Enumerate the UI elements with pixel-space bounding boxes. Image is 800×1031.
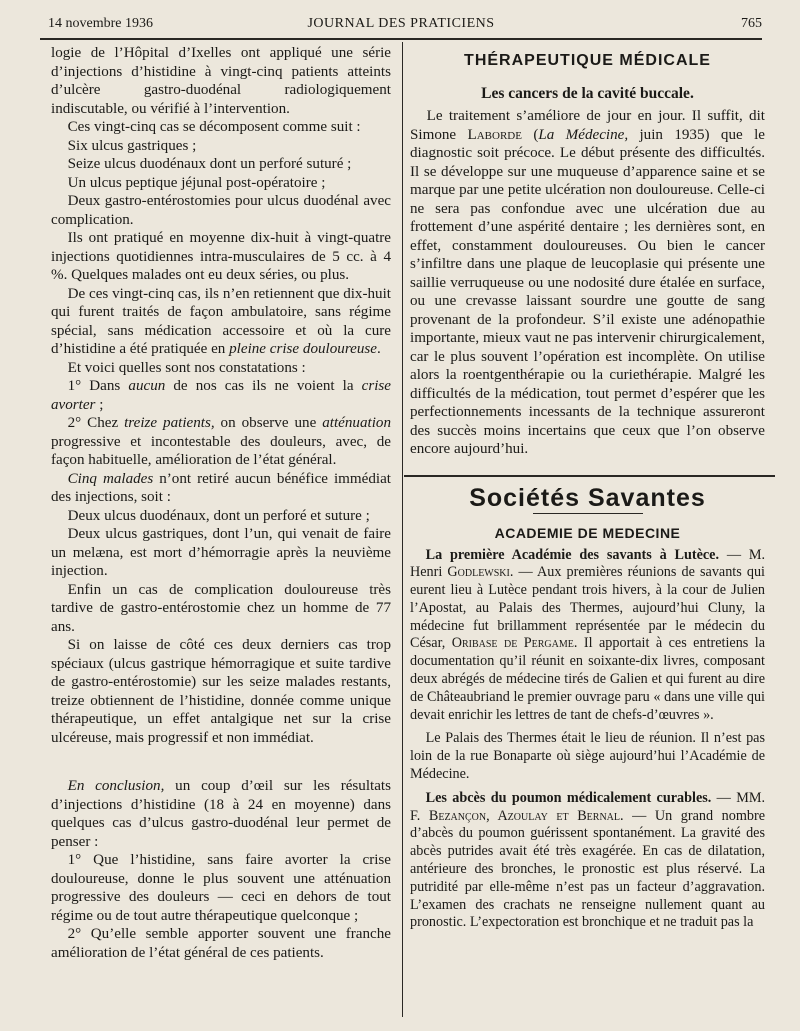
right-column xyxy=(410,44,765,932)
paragraph: Et voici quelles sont nos constatations : xyxy=(67,359,306,376)
header-rule xyxy=(40,38,762,40)
list-item: Deux ulcus gastriques, dont l’un, qui venait de faire un melæna, est mort d’hémorragie après la neuvième injection. xyxy=(51,526,391,579)
finding-2: 2° Chez treize patients, on observe une atténuation progressive et incontestable des douleurs, avec, de façon habituelle, amélioration de l’état général. xyxy=(51,415,391,468)
paragraph: Ils ont pratiqué en moyenne dix-huit à vingt-quatre injections quotidiennes intra-musculaires de 5 cc. à 4 %. Quelques malades ont eu deux séries, ou plus. xyxy=(51,230,391,283)
page-number: 765 xyxy=(741,16,762,31)
article-body: Le traitement s’améliore de jour en jour. Il suffit, dit Simone Laborde (La Médecine, juin 1935) que le diagnostic soit précoce. Le début présente des difficultés. Il se développe sur une muqueuse d’apparence saine et se marque par une petite ulcération non douloureuse. Celle-ci ne sera pas confondue avec une ulcération due au frottement d’une aspérité dentaire ; les dernières sont, en effet, constamment douloureuses. Ou bien le cancer s’infiltre dans une plaque de leucoplasie qui présente une saillie verruqueuse ou une nodosité dure étalée en surface, ou une crevasse laissant sourdre une goutte de sang provenant de la profondeur. S’il existe une adénopathie importante, mieux vaut ne pas intervenir chirurgicalement, car le plus souvent l’opération est incomplète. On utilise alors la roentgenthérapie ou la curiethérapie. Malgré les difficultés de la médication, tout permet d’espérer que les perfectionnements incessants de la technique assureront des succès moins incertains que ceux que l’on observe encore aujourd’hui. xyxy=(410,108,765,457)
conclusion-point-1: 1° Que l’histidine, sans faire avorter la crise douloureuse, donne le plus souvent une atténuation progressive des douleurs — ceci en dehors de tout régime ou de tout autre thérapeutique quelconque ; xyxy=(51,852,391,924)
conclusion: En conclusion, un coup d’œil sur les résultats d’injections d’histidine (18 à 24 en moyenne) dans quelques cas d’ulcus gastro-duodénal leur permet de penser : xyxy=(51,778,391,850)
journal-title: JOURNAL DES PRATICIENS xyxy=(307,16,495,31)
paragraph: De ces vingt-cinq cas, ils n’en retiennent que dix-huit qui furent traités de façon ambulatoire, sans régime spécial, sans médication accessoire et où la cure d’histidine a été pratiquée en pleine crise douloureuse. xyxy=(51,285,391,357)
article-title: Les cancers de la cavité buccale. xyxy=(481,84,694,102)
conclusion-point-2: 2° Qu’elle semble apporter souvent une franche amélioration de l’état général de ces patients. xyxy=(51,926,391,961)
paragraph: Si on laisse de côté ces deux derniers cas trop spéciaux (ulcus gastrique hémorragique et suite tardive de gastro-entérostomie) sur les seize malades restants, treize obtiennent de l’histidine, donnée comme unique thérapeutique, un effet antalgique net sur la crise ulcéreuse, mais progressif et non immédiat. xyxy=(51,637,391,746)
communications xyxy=(410,547,765,933)
page-header xyxy=(40,12,762,36)
section-title: Sociétés Savantes xyxy=(469,483,706,512)
list-item: Deux gastro-entérostomies pour ulcus duodénal avec complication. xyxy=(51,193,391,228)
list-item: Un ulcus peptique jéjunal post-opératoire ; xyxy=(67,174,326,191)
subsection-title: ACADEMIE DE MEDECINE xyxy=(494,525,681,541)
paragraph: Enfin un cas de complication douloureuse très tardive de gastro-entérostomie chez un homme de 77 ans. xyxy=(51,581,391,635)
communication: Les abcès du poumon médicalement curables. — MM. F. Bezançon, Azoulay et Bernal. — Un grand nombre d’abcès du poumon guérissent spontanément. La gravité des abcès putrides avait été très exagérée. En cas de dilatation, antérieure des bronches, le pronostic est plus réservé. La putridité par elle-même n’est pas un facteur d’aggravation. L’examen des crachats ne renseigne nullement quant au pronostic. L’expectoration est bronchique et ne traduit pas la xyxy=(410,789,766,931)
paragraph: logie de l’Hôpital d’Ixelles ont appliqué une série d’injections d’histidine à vingt-cinq patients atteints d’ulcère gastro-duodénal radiologiquement indiscutable, ou vérifié à l’intervention. xyxy=(51,45,391,117)
finding-1: 1° Dans aucun de nos cas ils ne voient la crise avorter ; xyxy=(51,378,391,413)
list-item: Deux ulcus duodénaux, dont un perforé et suture ; xyxy=(67,507,370,524)
short-rule xyxy=(533,513,643,514)
section-rule xyxy=(404,475,775,477)
paragraph: Le Palais des Thermes était le lieu de réunion. Il n’est pas loin de la rue Bonaparte où siège aujourd’hui l’Académie de Médecine. xyxy=(410,730,765,783)
column-divider xyxy=(402,42,403,1017)
list-item: Seize ulcus duodénaux dont un perforé suturé ; xyxy=(67,156,352,172)
communication: La première Académie des savants à Lutèce. — M. Henri Godlewski. — Aux premières réunions de savants qui eurent lieu à Lutèce pendant trois hivers, à la cour de Julien l’Apostat, au Palais des Thermes, aujourd’hui Cluny, la médecine fut brillamment représentée par le médecin du César, Oribase de Pergame. Il apportait à ces entretiens la documentation qu’il réunit en soixante-dix livres, composant deux abrégés de médecine tirés de Galien et qui furent au dire de Châteaubriand le premier ouvrage paru « dans une ville qui devait enrichir les lettres de tant de chefs-d’œuvres ». xyxy=(410,546,766,723)
paragraph: Ces vingt-cinq cas se décomposent comme suit : xyxy=(67,119,361,135)
paragraph: Cinq malades n’ont retiré aucun bénéfice immédiat des injections, soit : xyxy=(51,470,391,505)
rubric-title: THÉRAPEUTIQUE MÉDICALE xyxy=(464,52,711,69)
left-column xyxy=(51,44,391,962)
issue-date: 14 novembre 1936 xyxy=(48,16,153,31)
list-item: Six ulcus gastriques ; xyxy=(67,137,197,154)
